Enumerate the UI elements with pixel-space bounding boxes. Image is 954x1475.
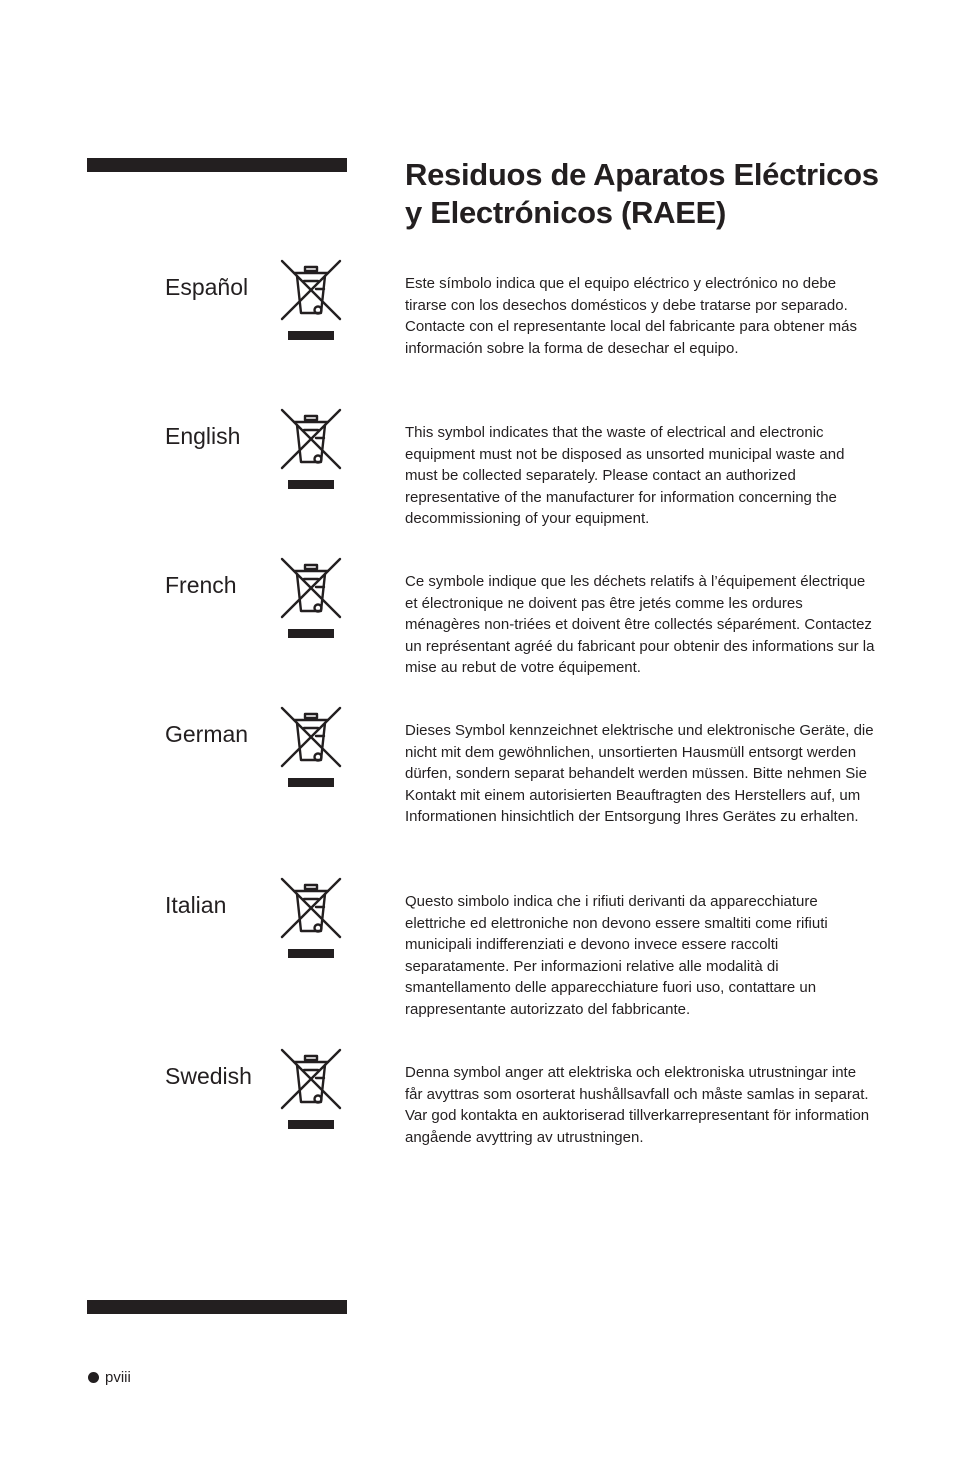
language-label: English — [165, 423, 241, 449]
weee-crossed-bin-icon — [280, 877, 342, 969]
weee-crossed-bin-icon — [280, 557, 342, 649]
page-number: pviii — [105, 1369, 131, 1386]
weee-crossed-bin-icon — [280, 1048, 342, 1140]
top-rule — [87, 158, 347, 172]
section-text: Ce symbole indique que les déchets relatifs à l’équipement électrique et électronique ne doivent pas être jetés comme les ordures ménagères non-triées et doivent être collectés séparément. Contactez un représentant agréé du fabricant pour obtenir des informations sur la mise au rebut de votre équipement. — [405, 573, 875, 677]
section-text: Denna symbol anger att elektriska och elektroniska utrustningar inte får avyttras som osorterat hushållsavfall och måste samlas in separat. Var god kontakta en auktoriserad tillverkarrepresentant för information angående avyttring av utrustningen. — [405, 1064, 870, 1146]
weee-crossed-bin-icon — [280, 259, 342, 351]
language-label: German — [165, 721, 249, 747]
language-label: Italian — [165, 892, 227, 918]
section-text: Dieses Symbol kennzeichnet elektrische und elektronische Geräte, die nicht mit dem gewöhnlichen, unsortierten Hausmüll entsorgt werden dürfen, sondern separat behandelt werden müssen. Bitte nehmen Sie Kontakt mit einem autorisierten Beauftragten des Herstellers auf, um Informationen hinsichtlich der Entsorgung Ihres Gerätes zu erhalten. — [405, 722, 874, 826]
language-label: Español — [165, 274, 249, 300]
weee-crossed-bin-icon — [280, 706, 342, 798]
bullet-icon — [88, 1372, 99, 1383]
language-label: French — [165, 572, 237, 598]
bottom-rule — [87, 1300, 347, 1314]
page-footer — [88, 1369, 131, 1387]
section-text: Questo simbolo indica che i rifiuti derivanti da apparecchiature elettriche ed elettroniche non devono essere smaltiti come rifiuti municipali indifferenziati e devono invece essere raccolti separatamente. Per informazioni relative alle modalità di smantellamento delle apparecchiature fuori uso, contattare un rappresentante autorizzato del fabbricante. — [405, 893, 828, 1018]
section-text: Este símbolo indica que el equipo eléctrico y electrónico no debe tirarse con los desechos domésticos y debe tratarse por separado. Contacte con el representante local del fabricante para obtener más información sobre la forma de desechar el equipo. — [405, 275, 857, 357]
section-text: This symbol indicates that the waste of electrical and electronic equipment must not be disposed as unsorted municipal waste and must be collected separately. Please contact an authorized representative of the manufacturer for information concerning the decommissioning of your equipment. — [405, 424, 845, 528]
language-label: Swedish — [165, 1063, 252, 1089]
weee-crossed-bin-icon — [280, 408, 342, 500]
page-title: Residuos de Aparatos Eléctricos y Electrónicos (RAEE) — [405, 157, 879, 230]
